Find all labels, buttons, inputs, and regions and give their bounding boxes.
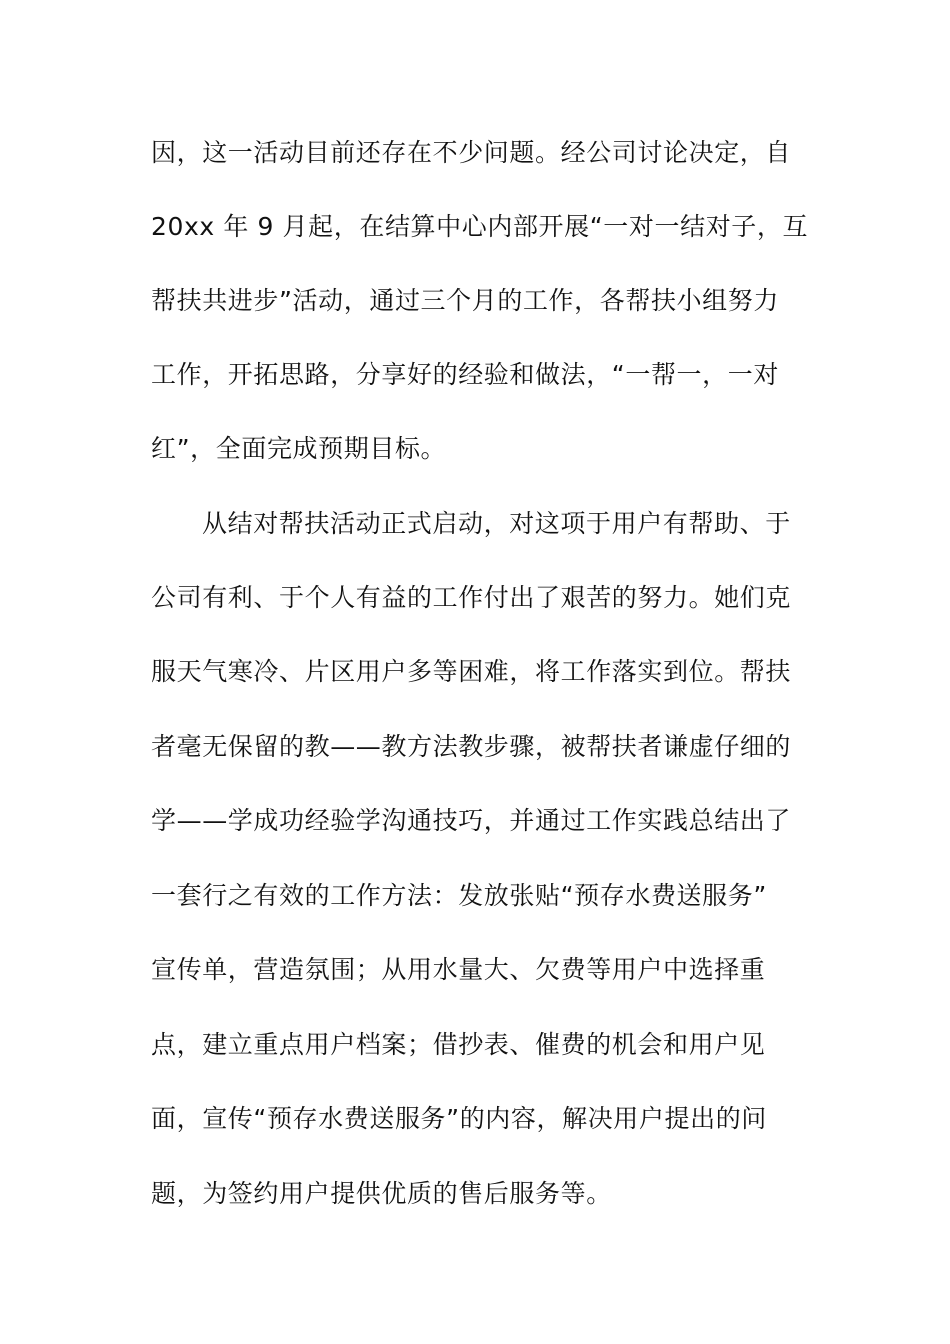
paragraph-2-line-3: 服天气寒冷、片区用户多等困难，将工作落实到位。帮扶 — [151, 657, 792, 686]
paragraph-2-line-8: 点，建立重点用户档案；借抄表、催费的机会和用户见 — [151, 1030, 766, 1059]
paragraph-1-line-1: 因，这一活动目前还存在不少问题。经公司讨论决定，自 — [151, 138, 792, 167]
paragraph-2-line-9: 面，宣传“预存水费送服务”的内容，解决用户提出的问 — [151, 1104, 767, 1133]
paragraph-1-line-3: 帮扶共进步”活动，通过三个月的工作，各帮扶小组努力 — [151, 286, 779, 315]
paragraph-1-line-2: 20xx 年 9 月起，在结算中心内部开展“一对一结对子，互 — [151, 212, 809, 241]
paragraph-2-line-10: 题，为签约用户提供优质的售后服务等。 — [151, 1179, 612, 1208]
paragraph-2-line-2: 公司有利、于个人有益的工作付出了艰苦的努力。她们克 — [151, 583, 792, 612]
paragraph-2-line-5: 学——学成功经验学沟通技巧，并通过工作实践总结出了 — [151, 806, 792, 835]
paragraph-2-line-7: 宣传单，营造氛围；从用水量大、欠费等用户中选择重 — [151, 955, 766, 984]
paragraph-1-line-4: 工作，开拓思路，分享好的经验和做法，“一帮一，一对 — [151, 360, 779, 389]
paragraph-1-line-5: 红”，全面完成预期目标。 — [151, 434, 447, 463]
paragraph-2-line-1: 从结对帮扶活动正式启动，对这项于用户有帮助、于 — [202, 509, 791, 538]
paragraph-2-line-6: 一套行之有效的工作方法：发放张贴“预存水费送服务” — [151, 881, 767, 910]
paragraph-2-line-4: 者毫无保留的教——教方法教步骤，被帮扶者谦虚仔细的 — [151, 732, 792, 761]
